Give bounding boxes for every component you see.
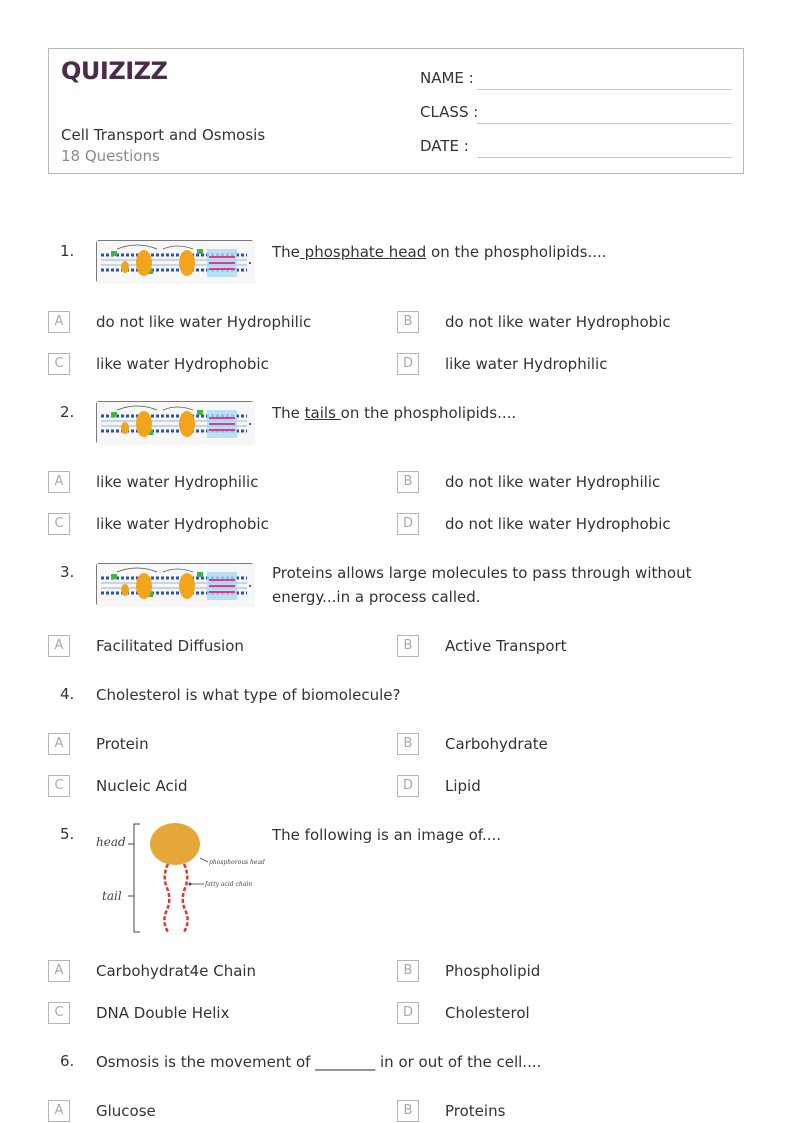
q6-option-b-box[interactable]: B (397, 1100, 419, 1122)
q1-option-c-text: like water Hydrophobic (96, 355, 269, 373)
q4-option-b-text: Carbohydrate (445, 735, 548, 753)
q4-option-d-text: Lipid (445, 777, 481, 795)
q2-option-a-text: like water Hydrophilic (96, 473, 259, 491)
q5-option-c-text: DNA Double Helix (96, 1004, 230, 1022)
name-field[interactable] (420, 69, 474, 87)
question-5-text: The following is an image of.... (272, 826, 502, 844)
q4-option-b-box[interactable]: B (397, 733, 419, 755)
question-3-image (96, 563, 254, 606)
date-label: DATE : (420, 137, 469, 155)
q2-option-d-box[interactable]: D (397, 513, 419, 535)
question-6-number: 6. (60, 1052, 75, 1070)
q6-option-a-box[interactable]: A (48, 1100, 70, 1122)
question-5-number: 5. (60, 825, 75, 843)
q1-option-d-text: like water Hydrophilic (445, 355, 608, 373)
class-field[interactable] (420, 103, 478, 121)
q1-option-b-text: do not like water Hydrophobic (445, 313, 671, 331)
phosphate-head (150, 823, 200, 865)
q3-option-b-box[interactable]: B (397, 635, 419, 657)
q5-option-b-box[interactable]: B (397, 960, 419, 982)
q5-option-d-text: Cholesterol (445, 1004, 530, 1022)
class-line[interactable] (477, 123, 732, 124)
q2-option-b-text: do not like water Hydrophilic (445, 473, 661, 491)
question-3-text: Proteins allows large molecules to pass through without energy...in a process called. (272, 564, 692, 606)
fatty-acid-tail-right (183, 864, 188, 932)
name-line[interactable] (477, 89, 732, 90)
q2-option-b-box[interactable]: B (397, 471, 419, 493)
question-2-image (96, 401, 254, 444)
question-2-text: The tails on the phospholipids.... (272, 404, 517, 422)
figure-head-label: head (96, 835, 126, 849)
question-1-image (96, 240, 254, 283)
q1-option-b-box[interactable]: B (397, 311, 419, 333)
worksheet-title: Cell Transport and Osmosis (61, 126, 266, 144)
q5-option-a-box[interactable]: A (48, 960, 70, 982)
question-count: 18 Questions (61, 147, 160, 165)
figure-tail-note: fatty acid chain (205, 881, 253, 888)
q3-option-a-text: Facilitated Diffusion (96, 637, 244, 655)
question-6-text: Osmosis is the movement of ________ in or out of the cell.... (96, 1053, 542, 1071)
q5-option-a-text: Carbohydrat4e Chain (96, 962, 257, 980)
question-1-number: 1. (60, 242, 75, 260)
question-4-number: 4. (60, 685, 75, 703)
question-1-text: The phosphate head on the phospholipids.... (272, 243, 607, 261)
q6-option-a-text: Glucose (96, 1102, 156, 1120)
q2-option-d-text: do not like water Hydrophobic (445, 515, 671, 533)
q3-option-a-box[interactable]: A (48, 635, 70, 657)
q4-option-c-text: Nucleic Acid (96, 777, 188, 795)
quizizz-logo: QUIZIZZ (61, 57, 168, 85)
q1-option-d-box[interactable]: D (397, 353, 419, 375)
figure-tail-label: tail (102, 889, 122, 903)
name-label: NAME : (420, 69, 474, 87)
q1-option-a-box[interactable]: A (48, 311, 70, 333)
date-line[interactable] (477, 157, 732, 158)
q4-option-a-box[interactable]: A (48, 733, 70, 755)
q1-option-a-text: do not like water Hydrophilic (96, 313, 312, 331)
q3-option-b-text: Active Transport (445, 637, 567, 655)
class-label: CLASS : (420, 103, 479, 121)
q4-option-c-box[interactable]: C (48, 775, 70, 797)
question-3-number: 3. (60, 563, 75, 581)
date-field[interactable] (420, 137, 469, 155)
figure-head-note: phosphorous head (209, 859, 265, 866)
q2-option-c-text: like water Hydrophobic (96, 515, 269, 533)
q4-option-a-text: Protein (96, 735, 149, 753)
q5-option-c-box[interactable]: C (48, 1002, 70, 1024)
q5-option-d-box[interactable]: D (397, 1002, 419, 1024)
phospholipid-figure (96, 822, 265, 936)
q2-option-c-box[interactable]: C (48, 513, 70, 535)
worksheet-header (48, 48, 744, 174)
question-4-text: Cholesterol is what type of biomolecule? (96, 686, 401, 704)
q6-option-b-text: Proteins (445, 1102, 506, 1120)
fatty-acid-tail-left (164, 864, 169, 932)
q5-option-b-text: Phospholipid (445, 962, 541, 980)
q2-option-a-box[interactable]: A (48, 471, 70, 493)
q1-option-c-box[interactable]: C (48, 353, 70, 375)
q4-option-d-box[interactable]: D (397, 775, 419, 797)
question-2-number: 2. (60, 403, 75, 421)
